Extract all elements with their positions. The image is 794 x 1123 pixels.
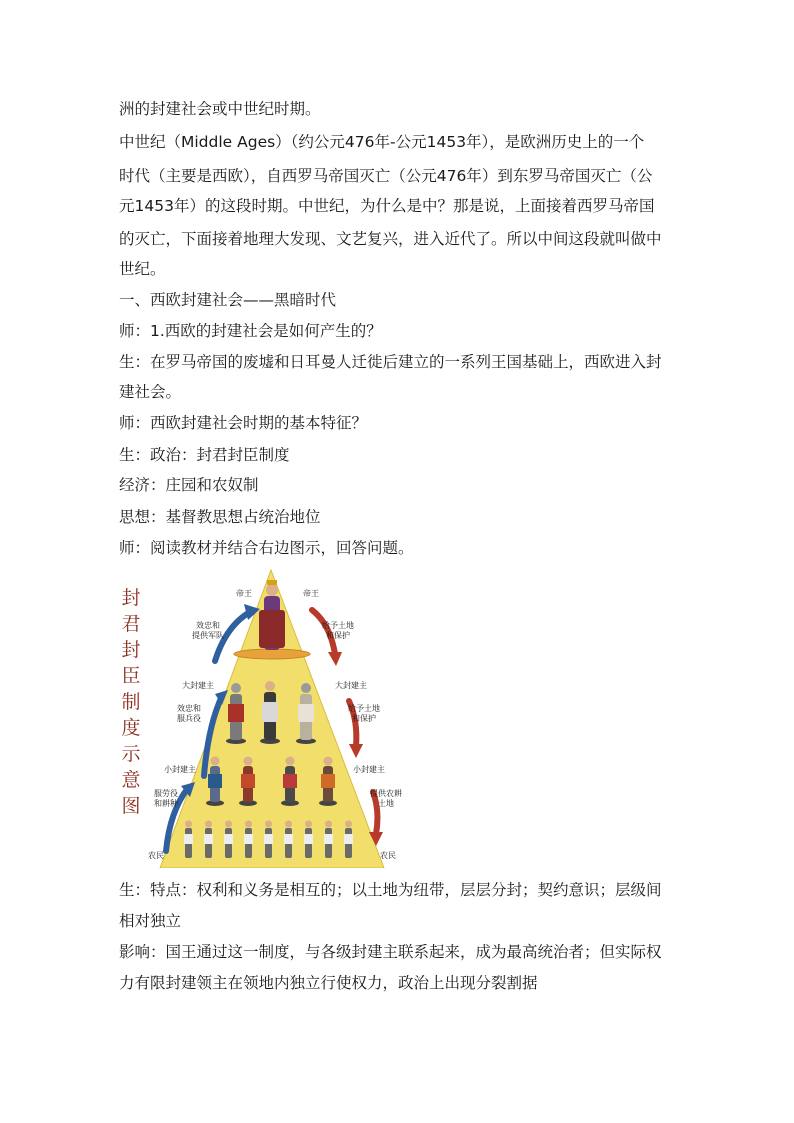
label-great-lord-left: 大封建主 [182, 681, 214, 690]
teacher-instruction: 师：阅读教材并结合右边图示，回答问题。 [119, 539, 414, 557]
label-king-left: 帝王 [236, 589, 252, 598]
title-char: 封 [121, 587, 141, 609]
title-char: 制 [121, 691, 141, 713]
title-char: 臣 [121, 665, 141, 687]
title-char: 封 [121, 639, 141, 661]
text-line: 影响：国王通过这一制度，与各级封建主联系起来，成为最高统治者；但实际权 [119, 943, 662, 961]
label-peasant-right: 农民 [380, 851, 396, 860]
label-duty-2b: 服兵役 [177, 714, 201, 723]
title-char: 图 [121, 795, 141, 817]
title-char: 君 [121, 613, 141, 635]
teacher-question: 师：1.西欧的封建社会是如何产生的？ [119, 322, 382, 340]
label-grant-1b: 和保护 [326, 631, 350, 640]
student-answer: 生：政治：封君封臣制度 [119, 446, 290, 464]
label-grant-3a: 提供农耕 [370, 789, 402, 798]
label-king-right: 帝王 [303, 589, 319, 598]
section-heading: 一、西欧封建社会——黑暗时代 [119, 291, 337, 309]
peasant-figures [184, 821, 353, 859]
label-duty-3a: 服劳役 [154, 789, 178, 798]
text-line: 时代（主要是西欧），自西罗马帝国灭亡（公元476年）到东罗马帝国灭亡（公 [119, 167, 653, 185]
label-duty-1b: 提供军队 [192, 631, 224, 640]
feudal-pyramid-figure [118, 566, 418, 868]
great-lord-figures [226, 681, 316, 744]
label-small-lord-left: 小封建主 [164, 765, 196, 774]
text-line: 建社会。 [119, 383, 182, 401]
label-grant-3b: 土地 [378, 799, 394, 808]
teacher-question: 师：西欧封建社会时期的基本特征？ [119, 414, 368, 432]
text-line: 世纪。 [119, 260, 166, 278]
title-char: 度 [121, 717, 141, 739]
text-line: 的灭亡，下面接着地理大发现、文艺复兴，进入近代了。所以中间这段就叫做中 [119, 230, 662, 248]
label-grant-2a: 给予土地 [348, 704, 380, 713]
label-small-lord-right: 小封建主 [353, 765, 385, 774]
text-line: 经济：庄园和农奴制 [119, 476, 259, 494]
title-char: 示 [121, 743, 141, 765]
text-line: 中世纪（Middle Ages）（约公元476年-公元1453年），是欧洲历史上的一个 [119, 133, 645, 151]
label-duty-1a: 效忠和 [196, 621, 220, 630]
label-great-lord-right: 大封建主 [335, 681, 367, 690]
text-line: 力有限封建领主在领地内独立行使权力，政治上出现分裂割据 [119, 974, 538, 992]
student-answer: 生：特点：权利和义务是相互的；以土地为纽带，层层分封；契约意识；层级间 [119, 881, 662, 899]
text-line: 思想：基督教思想占统治地位 [119, 508, 321, 526]
label-duty-3b: 和耕种 [154, 799, 178, 808]
vertical-title [121, 587, 141, 817]
label-grant-1a: 给予土地 [322, 621, 354, 630]
title-char: 意 [121, 769, 141, 791]
text-line: 洲的封建社会或中世纪时期。 [119, 100, 321, 118]
label-peasant-left: 农民 [148, 851, 164, 860]
text-line: 元1453年）的这段时期。中世纪，为什么是中？那是说，上面接着西罗马帝国 [119, 197, 655, 215]
label-duty-2a: 效忠和 [177, 704, 201, 713]
label-grant-2b: 和保护 [352, 714, 376, 723]
student-answer: 生：在罗马帝国的废墟和日耳曼人迁徙后建立的一系列王国基础上，西欧进入封 [119, 353, 662, 371]
text-line: 相对独立 [119, 912, 182, 930]
